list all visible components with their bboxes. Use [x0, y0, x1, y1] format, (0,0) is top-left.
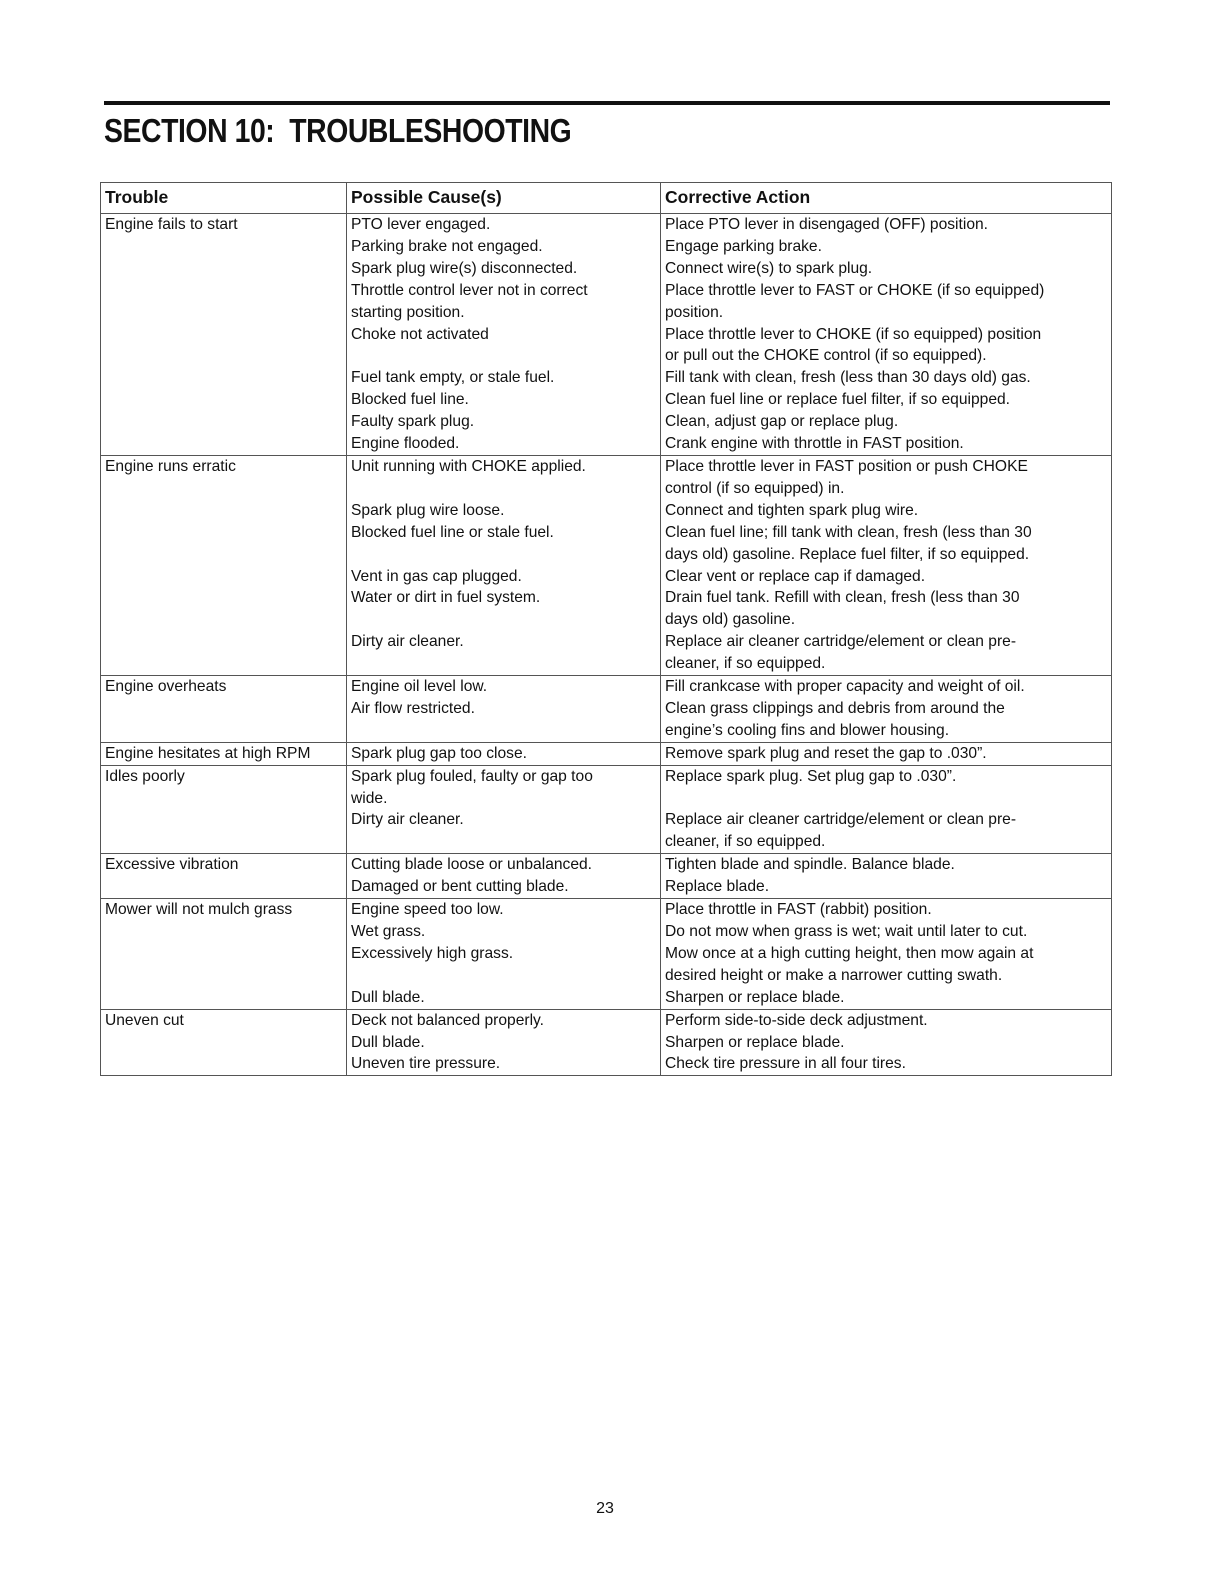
cause-cell: [347, 854, 661, 876]
table-row: [101, 367, 1112, 389]
action-cell: [661, 433, 1112, 455]
cause-cell: [347, 389, 661, 411]
action-text: Clean fuel line or replace fuel filter, if so equipped.: [665, 391, 1011, 409]
trouble-text: Engine fails to start: [105, 216, 238, 233]
cause-cell: [347, 921, 661, 943]
cause-cell: [347, 698, 661, 742]
action-cell: [661, 1009, 1112, 1031]
action-text: Clear vent or replace cap if damaged.: [665, 567, 926, 585]
action-text: cleaner, if so equipped.: [665, 833, 826, 851]
trouble-cell: [101, 455, 347, 499]
action-text: Tighten blade and spindle. Balance blade.: [665, 856, 955, 874]
table-row: [101, 236, 1112, 258]
table-row: [101, 566, 1112, 588]
action-text: Remove spark plug and reset the gap to .030”.: [665, 744, 987, 762]
action-cell: [661, 742, 1112, 765]
cause-cell: [347, 1053, 661, 1075]
trouble-cell: [101, 324, 347, 368]
action-text: Engage parking brake.: [665, 237, 822, 255]
table-row: [101, 899, 1112, 921]
cause-text: Damaged or bent cutting blade.: [351, 878, 569, 896]
trouble-cell: [101, 899, 347, 921]
cause-cell: [347, 566, 661, 588]
trouble-cell: [101, 742, 347, 765]
table-row: [101, 854, 1112, 876]
cause-cell: [347, 1009, 661, 1031]
cause-text: Spark plug wire loose.: [351, 501, 505, 519]
action-text: position.: [665, 303, 724, 321]
action-text: cleaner, if so equipped.: [665, 655, 826, 673]
action-text: Connect and tighten spark plug wire.: [665, 501, 919, 519]
header-trouble: Trouble: [101, 183, 347, 214]
trouble-cell: [101, 987, 347, 1009]
cause-text: wide.: [351, 789, 388, 807]
trouble-cell: [101, 809, 347, 853]
table-row: [101, 1009, 1112, 1031]
cause-text: starting position.: [351, 303, 465, 321]
action-text: Sharpen or replace blade.: [665, 1033, 845, 1051]
header-corrective-action: Corrective Action: [661, 183, 1112, 214]
action-text: Replace air cleaner cartridge/element or clean pre-: [665, 811, 1017, 829]
action-text: Sharpen or replace blade.: [665, 988, 845, 1006]
trouble-text: Engine overheats: [105, 678, 227, 696]
action-cell: [661, 676, 1112, 698]
action-cell: [661, 987, 1112, 1009]
table-row: [101, 500, 1112, 522]
trouble-text: Uneven cut: [105, 1011, 184, 1029]
action-cell: [661, 854, 1112, 876]
action-text: Place throttle lever to FAST or CHOKE (if so equipped): [665, 281, 1045, 299]
action-cell: [661, 899, 1112, 921]
cause-cell: [347, 280, 661, 324]
action-cell: [661, 280, 1112, 324]
action-cell: [661, 367, 1112, 389]
cause-text: Faulty spark plug.: [351, 413, 475, 431]
cause-cell: [347, 214, 661, 236]
cause-cell: [347, 367, 661, 389]
trouble-cell: [101, 280, 347, 324]
table-row: [101, 765, 1112, 809]
page-number: 23: [596, 1500, 614, 1517]
action-cell: [661, 921, 1112, 943]
cause-cell: [347, 943, 661, 987]
cause-text: Deck not balanced properly.: [351, 1011, 545, 1029]
cause-cell: [347, 987, 661, 1009]
cause-cell: [347, 876, 661, 898]
cause-text: Blocked fuel line or stale fuel.: [351, 523, 554, 541]
section-title: SECTION 10: TROUBLESHOOTING: [104, 112, 572, 149]
trouble-cell: [101, 433, 347, 455]
table-row: [101, 214, 1112, 236]
trouble-cell: [101, 1009, 347, 1031]
action-text: Drain fuel tank. Refill with clean, fresh (less than 30: [665, 589, 1020, 607]
table-row: [101, 455, 1112, 499]
cause-text: Dull blade.: [351, 1033, 425, 1051]
trouble-cell: [101, 214, 347, 236]
action-text: or pull out the CHOKE control (if so equipped).: [665, 347, 987, 365]
table-row: [101, 809, 1112, 853]
cause-cell: [347, 587, 661, 631]
action-cell: [661, 411, 1112, 433]
cause-text: Engine flooded.: [351, 435, 460, 453]
action-cell: [661, 389, 1112, 411]
table-row: [101, 631, 1112, 675]
cause-cell: [347, 742, 661, 765]
cause-cell: [347, 324, 661, 368]
trouble-cell: [101, 389, 347, 411]
table-row: [101, 522, 1112, 566]
action-text: days old) gasoline.: [665, 611, 796, 629]
table-header-row: [101, 183, 1112, 214]
action-cell: [661, 500, 1112, 522]
table-row: [101, 1032, 1112, 1054]
table-row: [101, 324, 1112, 368]
cause-text: Engine speed too low.: [351, 901, 504, 919]
cause-cell: [347, 455, 661, 499]
section-top-rule: [104, 101, 1110, 105]
cause-cell: [347, 809, 661, 853]
action-cell: [661, 236, 1112, 258]
cause-text: Spark plug wire(s) disconnected.: [351, 259, 578, 277]
action-text: Mow once at a high cutting height, then mow again at: [665, 944, 1034, 962]
cause-cell: [347, 765, 661, 809]
table-row: [101, 389, 1112, 411]
cause-cell: [347, 411, 661, 433]
cause-text: Engine oil level low.: [351, 678, 488, 696]
table-row: [101, 943, 1112, 987]
action-text: engine’s cooling fins and blower housing.: [665, 721, 950, 739]
cause-text: Fuel tank empty, or stale fuel.: [351, 369, 555, 387]
action-text: Do not mow when grass is wet; wait until later to cut.: [665, 923, 1028, 940]
trouble-cell: [101, 367, 347, 389]
table-row: [101, 698, 1112, 742]
action-cell: [661, 566, 1112, 588]
action-cell: [661, 809, 1112, 853]
action-text: Fill tank with clean, fresh (less than 30 days old) gas.: [665, 369, 1031, 387]
cause-text: Throttle control lever not in correct: [351, 281, 588, 299]
table-row: [101, 587, 1112, 631]
trouble-cell: [101, 566, 347, 588]
action-cell: [661, 631, 1112, 675]
trouble-cell: [101, 698, 347, 742]
action-text: Connect wire(s) to spark plug.: [665, 259, 873, 277]
cause-text: Choke not activated: [351, 325, 489, 343]
trouble-cell: [101, 1053, 347, 1075]
trouble-cell: [101, 676, 347, 698]
cause-cell: [347, 676, 661, 698]
action-cell: [661, 1053, 1112, 1075]
cause-text: Wet grass.: [351, 923, 426, 940]
cause-text: Spark plug gap too close.: [351, 744, 527, 762]
trouble-cell: [101, 587, 347, 631]
trouble-cell: [101, 943, 347, 987]
cause-text: Excessively high grass.: [351, 944, 514, 962]
trouble-cell: [101, 921, 347, 943]
cause-text: Spark plug fouled, faulty or gap too: [351, 767, 593, 785]
action-cell: [661, 587, 1112, 631]
action-text: Check tire pressure in all four tires.: [665, 1055, 906, 1073]
trouble-cell: [101, 236, 347, 258]
action-cell: [661, 876, 1112, 898]
action-cell: [661, 765, 1112, 809]
cause-text: Blocked fuel line.: [351, 391, 469, 409]
cause-text: Parking brake not engaged.: [351, 237, 543, 255]
troubleshooting-table: [100, 182, 1112, 1076]
action-cell: [661, 455, 1112, 499]
table-row: [101, 411, 1112, 433]
table-body: [101, 214, 1112, 1076]
action-text: Clean, adjust gap or replace plug.: [665, 413, 899, 431]
cause-text: Uneven tire pressure.: [351, 1055, 501, 1073]
action-cell: [661, 258, 1112, 280]
table-row: [101, 1053, 1112, 1075]
action-text: Clean fuel line; fill tank with clean, fresh (less than 30: [665, 523, 1032, 541]
table-row: [101, 676, 1112, 698]
action-text: Crank engine with throttle in FAST position.: [665, 435, 964, 453]
action-text: Place PTO lever in disengaged (OFF) position.: [665, 216, 988, 233]
action-text: Place throttle in FAST (rabbit) position.: [665, 901, 932, 919]
action-text: desired height or make a narrower cutting swath.: [665, 966, 1003, 984]
action-text: Place throttle lever in FAST position or push CHOKE: [665, 457, 1028, 475]
action-text: Replace blade.: [665, 878, 770, 896]
action-text: Fill crankcase with proper capacity and weight of oil.: [665, 678, 1025, 696]
cause-text: Dull blade.: [351, 988, 425, 1006]
cause-text: Air flow restricted.: [351, 699, 475, 717]
action-cell: [661, 324, 1112, 368]
action-text: days old) gasoline. Replace fuel filter, if so equipped.: [665, 545, 1030, 563]
cause-cell: [347, 631, 661, 675]
trouble-cell: [101, 631, 347, 675]
action-cell: [661, 1032, 1112, 1054]
cause-text: Dirty air cleaner.: [351, 811, 464, 829]
trouble-cell: [101, 522, 347, 566]
table-row: [101, 742, 1112, 765]
trouble-cell: [101, 1032, 347, 1054]
cause-text: Cutting blade loose or unbalanced.: [351, 856, 593, 874]
cause-text: Unit running with CHOKE applied.: [351, 457, 586, 475]
action-text: Replace air cleaner cartridge/element or clean pre-: [665, 633, 1017, 651]
trouble-cell: [101, 500, 347, 522]
trouble-cell: [101, 876, 347, 898]
table-row: [101, 921, 1112, 943]
table-row: [101, 280, 1112, 324]
cause-cell: [347, 500, 661, 522]
action-cell: [661, 943, 1112, 987]
cause-cell: [347, 433, 661, 455]
trouble-cell: [101, 258, 347, 280]
cause-text: Vent in gas cap plugged.: [351, 567, 522, 585]
trouble-text: Idles poorly: [105, 767, 185, 785]
table-row: [101, 433, 1112, 455]
trouble-cell: [101, 411, 347, 433]
cause-cell: [347, 258, 661, 280]
trouble-text: Engine runs erratic: [105, 457, 236, 475]
trouble-cell: [101, 765, 347, 809]
cause-cell: [347, 522, 661, 566]
action-text: Perform side-to-side deck adjustment.: [665, 1011, 928, 1029]
cause-text: Dirty air cleaner.: [351, 633, 464, 651]
cause-cell: [347, 1032, 661, 1054]
action-text: Clean grass clippings and debris from around the: [665, 699, 1005, 717]
action-cell: [661, 214, 1112, 236]
action-text: Place throttle lever to CHOKE (if so equipped) position: [665, 325, 1042, 343]
trouble-text: Excessive vibration: [105, 856, 239, 874]
cause-cell: [347, 236, 661, 258]
trouble-text: Engine hesitates at high RPM: [105, 744, 311, 762]
table-row: [101, 258, 1112, 280]
table-row: [101, 876, 1112, 898]
table-row: [101, 987, 1112, 1009]
cause-cell: [347, 899, 661, 921]
action-text: control (if so equipped) in.: [665, 479, 845, 497]
cause-text: PTO lever engaged.: [351, 216, 491, 233]
action-cell: [661, 698, 1112, 742]
cause-text: Water or dirt in fuel system.: [351, 589, 541, 607]
action-text: Replace spark plug. Set plug gap to .030”.: [665, 767, 957, 785]
header-possible-causes: Possible Cause(s): [347, 183, 661, 214]
action-cell: [661, 522, 1112, 566]
trouble-cell: [101, 854, 347, 876]
trouble-text: Mower will not mulch grass: [105, 901, 293, 919]
